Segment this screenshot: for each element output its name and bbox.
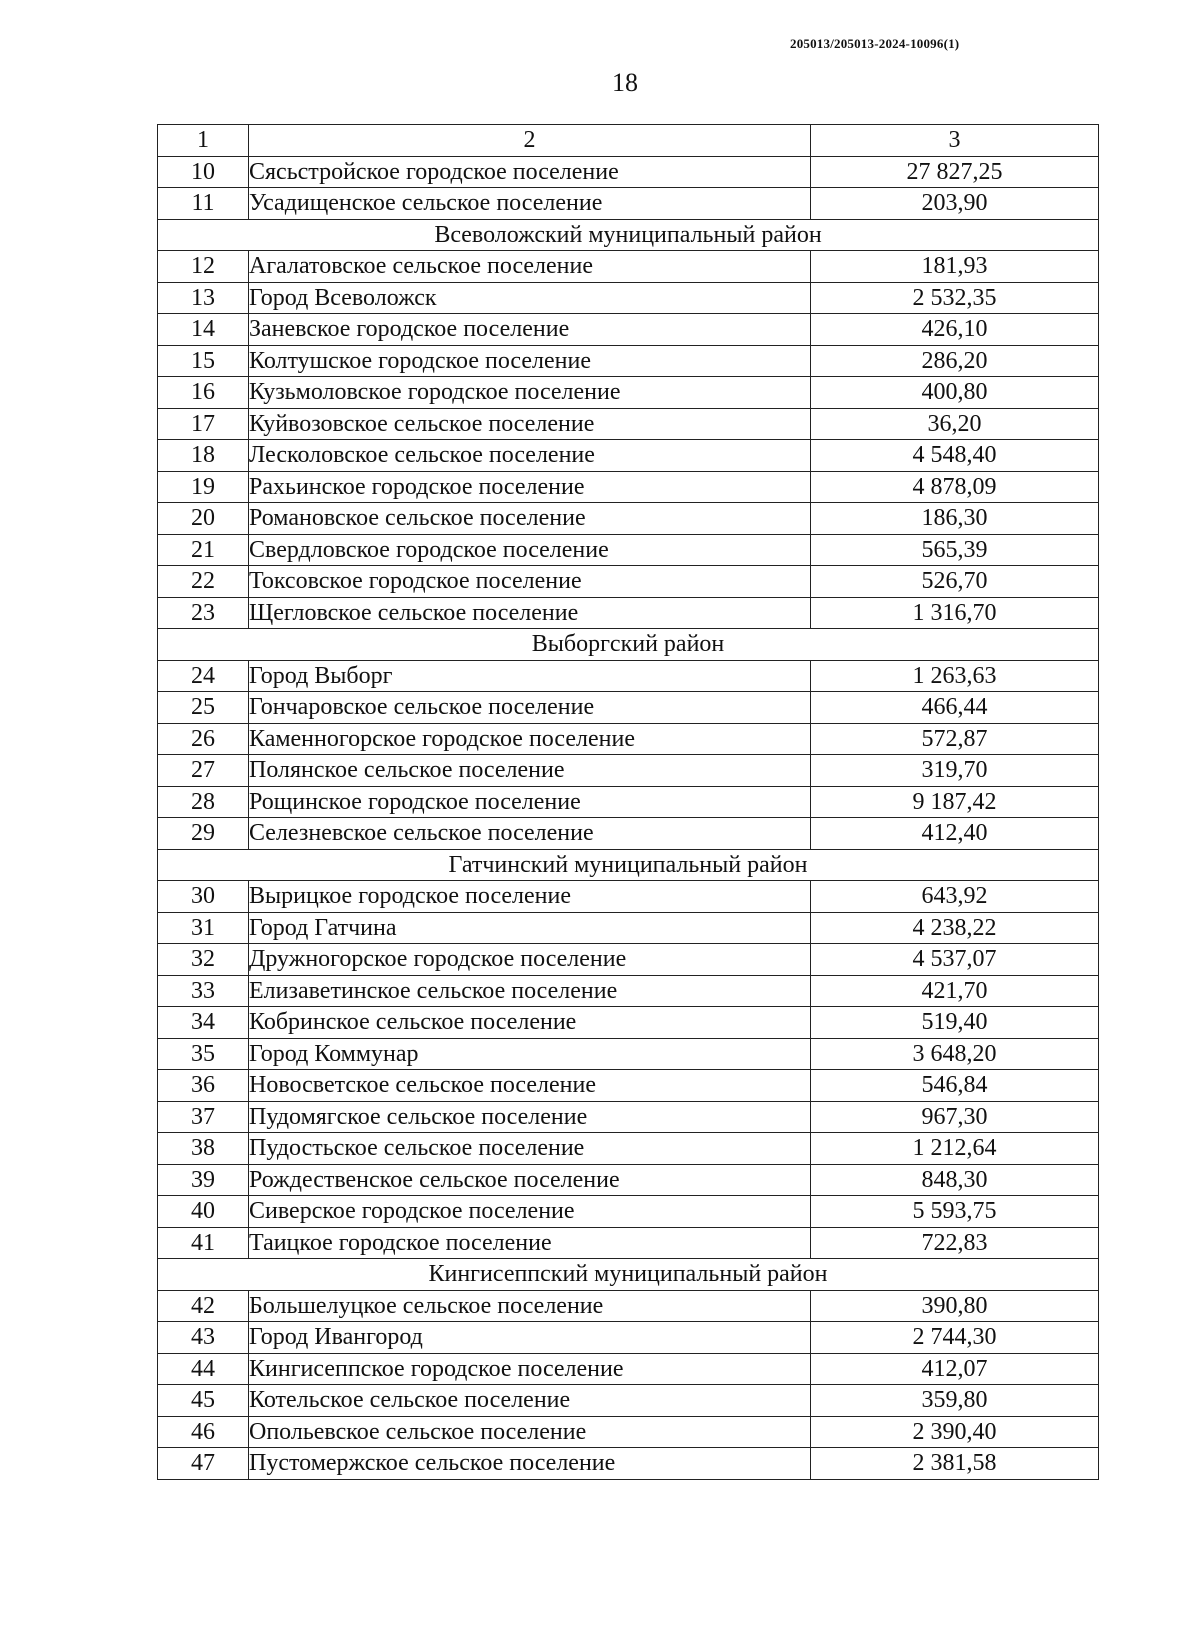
settlement-name: Куйвозовское сельское поселение: [249, 408, 811, 440]
settlement-name: Вырицкое городское поселение: [249, 881, 811, 913]
table-row: [158, 1290, 1099, 1322]
settlement-name: Селезневское сельское поселение: [249, 818, 811, 850]
document-id: 205013/205013-2024-10096(1): [790, 36, 960, 51]
row-number: 20: [158, 503, 249, 535]
settlement-name: Кингисеппское городское поселение: [249, 1353, 811, 1385]
settlement-name: Свердловское городское поселение: [249, 534, 811, 566]
row-value: 572,87: [811, 723, 1099, 755]
settlement-name: Кузьмоловское городское поселение: [249, 377, 811, 409]
table-row: [158, 912, 1099, 944]
row-value: 3 648,20: [811, 1038, 1099, 1070]
table-row: [158, 1416, 1099, 1448]
settlement-name: Заневское городское поселение: [249, 314, 811, 346]
settlement-name: Город Коммунар: [249, 1038, 811, 1070]
row-number: 46: [158, 1416, 249, 1448]
settlement-name: Сиверское городское поселение: [249, 1196, 811, 1228]
row-value: 848,30: [811, 1164, 1099, 1196]
row-value: 9 187,42: [811, 786, 1099, 818]
row-number: 36: [158, 1070, 249, 1102]
row-value: 421,70: [811, 975, 1099, 1007]
row-number: 31: [158, 912, 249, 944]
section-title: Всеволожский муниципальный район: [158, 219, 1099, 251]
settlement-name: Город Гатчина: [249, 912, 811, 944]
table-row: [158, 1101, 1099, 1133]
settlement-name: Сясьстройское городское поселение: [249, 156, 811, 188]
row-number: 28: [158, 786, 249, 818]
table-row: [158, 1385, 1099, 1417]
table-row: [158, 597, 1099, 629]
row-value: 4 537,07: [811, 944, 1099, 976]
settlement-name: Усадищенское сельское поселение: [249, 188, 811, 220]
table-row: [158, 1007, 1099, 1039]
row-number: 24: [158, 660, 249, 692]
row-number: 23: [158, 597, 249, 629]
row-value: 390,80: [811, 1290, 1099, 1322]
column-header-3: 3: [811, 125, 1099, 157]
row-value: 181,93: [811, 251, 1099, 283]
settlement-name: Город Всеволожск: [249, 282, 811, 314]
page-number: 18: [612, 68, 638, 97]
row-number: 42: [158, 1290, 249, 1322]
settlement-name: Лесколовское сельское поселение: [249, 440, 811, 472]
table-row: [158, 377, 1099, 409]
row-number: 41: [158, 1227, 249, 1259]
row-number: 14: [158, 314, 249, 346]
row-number: 13: [158, 282, 249, 314]
row-value: 27 827,25: [811, 156, 1099, 188]
row-value: 565,39: [811, 534, 1099, 566]
row-number: 25: [158, 692, 249, 724]
row-number: 37: [158, 1101, 249, 1133]
table-row: [158, 1322, 1099, 1354]
settlement-name: Пудостьское сельское поселение: [249, 1133, 811, 1165]
row-value: 1 316,70: [811, 597, 1099, 629]
section-row: [158, 849, 1099, 881]
table-row: [158, 881, 1099, 913]
table-row: [158, 786, 1099, 818]
settlement-name: Рождественское сельское поселение: [249, 1164, 811, 1196]
row-value: 466,44: [811, 692, 1099, 724]
column-header-1: 1: [158, 125, 249, 157]
table-row: [158, 1070, 1099, 1102]
row-number: 10: [158, 156, 249, 188]
row-number: 15: [158, 345, 249, 377]
section-title: Гатчинский муниципальный район: [158, 849, 1099, 881]
table-row: [158, 156, 1099, 188]
table-row: [158, 1227, 1099, 1259]
table-row: [158, 1038, 1099, 1070]
row-value: 412,07: [811, 1353, 1099, 1385]
settlement-name: Опольевское сельское поселение: [249, 1416, 811, 1448]
row-number: 35: [158, 1038, 249, 1070]
section-row: [158, 219, 1099, 251]
table-row: [158, 755, 1099, 787]
table-row: [158, 282, 1099, 314]
table-row: [158, 566, 1099, 598]
row-value: 5 593,75: [811, 1196, 1099, 1228]
row-value: 967,30: [811, 1101, 1099, 1133]
table-row: [158, 975, 1099, 1007]
table-row: [158, 723, 1099, 755]
row-number: 30: [158, 881, 249, 913]
row-number: 39: [158, 1164, 249, 1196]
row-number: 22: [158, 566, 249, 598]
table-row: [158, 692, 1099, 724]
table-row: [158, 408, 1099, 440]
row-value: 526,70: [811, 566, 1099, 598]
settlement-name: Колтушское городское поселение: [249, 345, 811, 377]
section-title: Кингисеппский муниципальный район: [158, 1259, 1099, 1291]
row-value: 400,80: [811, 377, 1099, 409]
settlement-name: Город Ивангород: [249, 1322, 811, 1354]
row-number: 26: [158, 723, 249, 755]
row-value: 359,80: [811, 1385, 1099, 1417]
row-number: 27: [158, 755, 249, 787]
row-number: 47: [158, 1448, 249, 1480]
settlement-name: Дружногорское городское поселение: [249, 944, 811, 976]
table-row: [158, 1353, 1099, 1385]
table-row: [158, 188, 1099, 220]
row-value: 426,10: [811, 314, 1099, 346]
section-row: [158, 1259, 1099, 1291]
table-body: [158, 125, 1099, 1480]
section-row: [158, 629, 1099, 661]
row-number: 16: [158, 377, 249, 409]
row-value: 2 390,40: [811, 1416, 1099, 1448]
settlement-name: Кобринское сельское поселение: [249, 1007, 811, 1039]
row-number: 11: [158, 188, 249, 220]
table-row: [158, 660, 1099, 692]
settlement-name: Каменногорское городское поселение: [249, 723, 811, 755]
row-number: 18: [158, 440, 249, 472]
table-header-row: [158, 125, 1099, 157]
row-value: 2 744,30: [811, 1322, 1099, 1354]
row-value: 643,92: [811, 881, 1099, 913]
row-value: 2 532,35: [811, 282, 1099, 314]
row-number: 21: [158, 534, 249, 566]
row-value: 36,20: [811, 408, 1099, 440]
settlement-name: Елизаветинское сельское поселение: [249, 975, 811, 1007]
settlements-table: [157, 124, 1099, 1480]
row-value: 1 212,64: [811, 1133, 1099, 1165]
settlement-name: Котельское сельское поселение: [249, 1385, 811, 1417]
row-value: 319,70: [811, 755, 1099, 787]
row-number: 45: [158, 1385, 249, 1417]
row-number: 44: [158, 1353, 249, 1385]
settlement-name: Пустомержское сельское поселение: [249, 1448, 811, 1480]
settlement-name: Рахьинское городское поселение: [249, 471, 811, 503]
settlement-name: Рощинское городское поселение: [249, 786, 811, 818]
row-number: 43: [158, 1322, 249, 1354]
settlement-name: Пудомягское сельское поселение: [249, 1101, 811, 1133]
row-number: 32: [158, 944, 249, 976]
settlement-name: Таицкое городское поселение: [249, 1227, 811, 1259]
row-value: 4 878,09: [811, 471, 1099, 503]
row-value: 4 238,22: [811, 912, 1099, 944]
row-value: 1 263,63: [811, 660, 1099, 692]
settlement-name: Токсовское городское поселение: [249, 566, 811, 598]
settlement-name: Полянское сельское поселение: [249, 755, 811, 787]
table-row: [158, 1133, 1099, 1165]
settlement-name: Большелуцкое сельское поселение: [249, 1290, 811, 1322]
table-row: [158, 345, 1099, 377]
row-value: 4 548,40: [811, 440, 1099, 472]
row-value: 546,84: [811, 1070, 1099, 1102]
row-number: 19: [158, 471, 249, 503]
table-row: [158, 534, 1099, 566]
row-number: 17: [158, 408, 249, 440]
settlement-name: Гончаровское сельское поселение: [249, 692, 811, 724]
table-row: [158, 944, 1099, 976]
row-number: 38: [158, 1133, 249, 1165]
table-row: [158, 440, 1099, 472]
settlement-name: Щегловское сельское поселение: [249, 597, 811, 629]
table-row: [158, 818, 1099, 850]
settlement-name: Романовское сельское поселение: [249, 503, 811, 535]
table-row: [158, 1164, 1099, 1196]
table-row: [158, 314, 1099, 346]
row-value: 722,83: [811, 1227, 1099, 1259]
row-number: 29: [158, 818, 249, 850]
section-title: Выборгский район: [158, 629, 1099, 661]
row-value: 286,20: [811, 345, 1099, 377]
row-number: 40: [158, 1196, 249, 1228]
row-value: 519,40: [811, 1007, 1099, 1039]
row-value: 412,40: [811, 818, 1099, 850]
table-row: [158, 251, 1099, 283]
table-row: [158, 471, 1099, 503]
row-value: 2 381,58: [811, 1448, 1099, 1480]
table-row: [158, 1448, 1099, 1480]
settlement-name: Агалатовское сельское поселение: [249, 251, 811, 283]
settlement-name: Новосветское сельское поселение: [249, 1070, 811, 1102]
row-value: 186,30: [811, 503, 1099, 535]
row-value: 203,90: [811, 188, 1099, 220]
table-row: [158, 503, 1099, 535]
table-row: [158, 1196, 1099, 1228]
row-number: 34: [158, 1007, 249, 1039]
row-number: 12: [158, 251, 249, 283]
row-number: 33: [158, 975, 249, 1007]
settlement-name: Город Выборг: [249, 660, 811, 692]
column-header-2: 2: [249, 125, 811, 157]
